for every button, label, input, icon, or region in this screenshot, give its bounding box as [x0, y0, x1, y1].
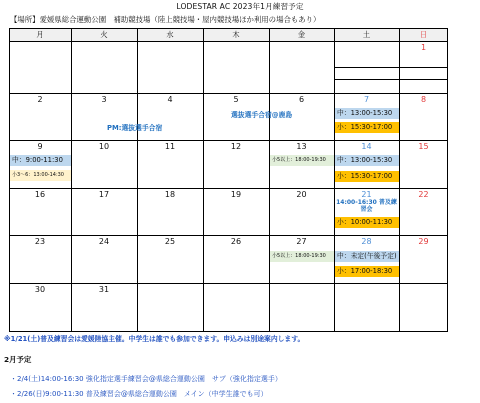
grid-line [334, 67, 448, 68]
event-saturday-elementary: 小：15:30-17:00 [335, 122, 399, 133]
day-cell [203, 283, 269, 332]
page-title: LODESTAR AC 2023年1月練習予定 [176, 2, 304, 11]
day-cell [137, 41, 203, 93]
pm-camp-banner: PM:選抜選手合宿 [107, 124, 163, 132]
day-number: 7 [363, 95, 370, 104]
location-line: 【場所】愛媛県総合運動公園 補助競技場（陸上競技場・屋内競技場ほか利用の場合もあり） [10, 15, 321, 24]
grid-line [9, 283, 448, 284]
event-saturday-outreach: 14:00-16:30 普及練習会 [336, 199, 397, 213]
event-saturday-middle: 中：13:00-15:30 [335, 108, 399, 119]
day-number: 19 [230, 190, 242, 199]
day-cell [9, 235, 71, 283]
grid-line [399, 28, 400, 332]
day-cell [71, 188, 137, 235]
grid-line [9, 41, 448, 42]
day-number: 26 [230, 237, 242, 246]
day-cell [71, 235, 137, 283]
day-cell [9, 93, 71, 140]
day-number: 25 [164, 237, 176, 246]
grid-line [9, 140, 448, 141]
day-cell [203, 41, 269, 93]
day-number: 4 [167, 95, 173, 104]
day-cell [399, 140, 448, 188]
day-number: 9 [37, 142, 43, 151]
weekday-header: 金 [269, 28, 334, 41]
day-number: 22 [418, 190, 429, 199]
february-heading: 2月予定 [4, 355, 32, 364]
day-cell [334, 283, 399, 332]
calendar-grid [9, 28, 448, 332]
grid-line [9, 188, 448, 189]
grid-line [71, 28, 72, 332]
day-cell [203, 235, 269, 283]
grid-line [447, 28, 448, 332]
day-cell [9, 283, 71, 332]
day-number: 6 [298, 95, 305, 104]
day-cell [9, 41, 71, 93]
day-number: 16 [34, 190, 46, 199]
weekday-header: 日 [399, 28, 448, 41]
event-monday-elementary: 小3～6：13:00-14:30 [10, 170, 71, 181]
training-camp-banner: 選抜選手合宿@鹿島 [231, 111, 293, 119]
day-cell [399, 283, 448, 332]
grid-line [269, 28, 270, 332]
day-cell [269, 283, 334, 332]
february-item-2: ・2/26(日)9:00-11:30 普及練習会@県総合運動公園 メイン（中学生誰でも可） [10, 390, 268, 398]
event-friday-elementary: 小5以上：18:00-19:30 [270, 155, 334, 166]
day-number: 13 [296, 142, 307, 151]
day-cell [399, 93, 448, 140]
day-number: 31 [98, 285, 110, 294]
day-number: 21 [361, 190, 372, 199]
day-number: 8 [420, 95, 427, 104]
weekday-header: 水 [137, 28, 203, 41]
weekday-header: 月 [9, 28, 71, 41]
event-friday-elementary: 小5以上：18:00-19:30 [270, 251, 334, 262]
grid-line [137, 28, 138, 332]
day-number: 14 [361, 142, 372, 151]
day-number: 3 [101, 95, 107, 104]
grid-line [334, 79, 448, 80]
day-cell [137, 283, 203, 332]
day-number: 1 [420, 43, 427, 52]
day-cell [269, 188, 334, 235]
day-number: 20 [296, 190, 307, 199]
day-cell [137, 235, 203, 283]
day-number: 15 [418, 142, 429, 151]
grid-line [9, 331, 448, 332]
day-cell [9, 188, 71, 235]
day-cell [137, 188, 203, 235]
day-cell [399, 235, 448, 283]
day-number: 5 [233, 95, 239, 104]
day-cell [399, 188, 448, 235]
grid-line [203, 28, 204, 332]
day-number: 28 [361, 237, 372, 246]
day-number: 11 [164, 142, 176, 151]
day-number: 23 [34, 237, 46, 246]
day-number: 27 [296, 237, 307, 246]
event-saturday-elementary: 小：15:30-17:00 [335, 171, 399, 182]
day-number: 18 [164, 190, 176, 199]
day-number: 24 [98, 237, 110, 246]
grid-line [9, 28, 448, 29]
day-number: 30 [34, 285, 46, 294]
grid-line [9, 93, 448, 94]
day-cell [269, 41, 334, 93]
day-cell [71, 41, 137, 93]
weekday-header: 木 [203, 28, 269, 41]
day-cell [71, 140, 137, 188]
day-number: 10 [98, 142, 110, 151]
day-cell [71, 283, 137, 332]
event-saturday-middle: 中：未定(午後予定) [335, 251, 399, 262]
february-item-1: ・2/4(土)14:00-16:30 強化指定選手練習会@県総合運動公園 サブ（強化指定選手） [10, 375, 282, 383]
notice-text: ※1/21(土)普及練習会は愛媛陸協主催。中学生は誰でも参加できます。申込みは別途案内します。 [4, 335, 305, 343]
event-saturday-middle: 中：13:00-15:30 [335, 155, 399, 166]
day-number: 17 [98, 190, 110, 199]
day-number: 2 [37, 95, 43, 104]
day-cell [137, 140, 203, 188]
day-cell [203, 188, 269, 235]
grid-line [9, 235, 448, 236]
day-number: 12 [230, 142, 242, 151]
weekday-header: 土 [334, 28, 399, 41]
event-monday-middle: 中：9:00-11:30 [10, 155, 71, 166]
event-saturday-elementary: 小：17:00-18:30 [335, 266, 399, 277]
event-saturday-elementary: 小：10:00-11:30 [335, 217, 399, 228]
day-cell [203, 140, 269, 188]
day-number: 29 [418, 237, 429, 246]
weekday-header: 火 [71, 28, 137, 41]
